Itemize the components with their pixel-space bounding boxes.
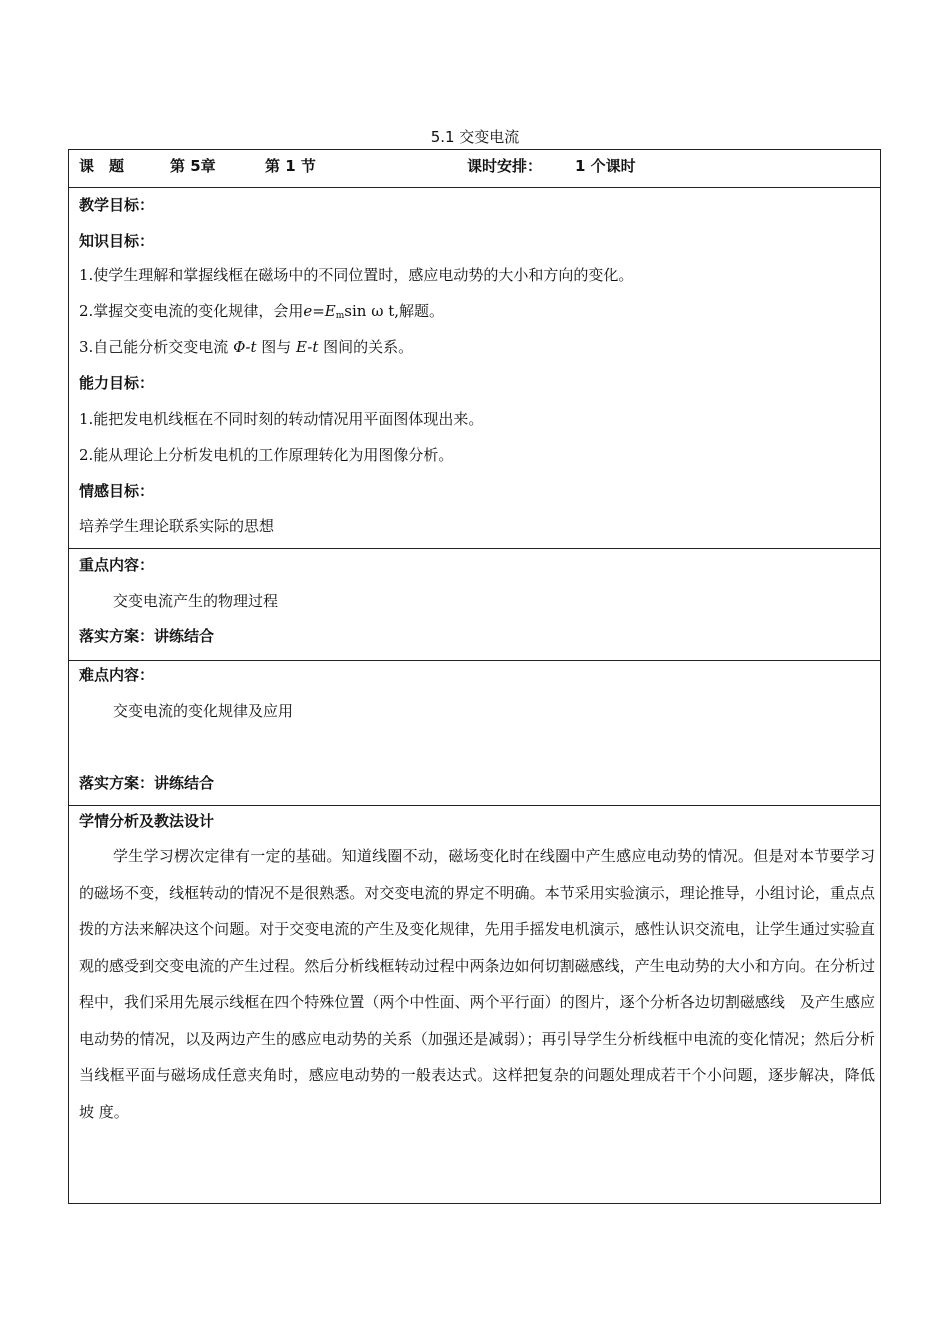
row-divider: [69, 187, 880, 188]
analysis-heading: 学情分析及教法设计: [79, 812, 215, 830]
course-label: 课 题: [79, 157, 125, 175]
ability-item-1: 1.能把发电机线框在不同时刻的转动情况用平面图体现出来。: [79, 410, 484, 428]
formula-em: =E: [312, 302, 336, 320]
e-t-graph: E-t: [296, 338, 319, 356]
difficult-points-content: 交变电流的变化规律及应用: [113, 702, 294, 720]
key-points-plan: 落实方案：讲练结合: [79, 627, 215, 645]
key-points-content: 交变电流产生的物理过程: [113, 592, 279, 610]
key-points-heading: 重点内容：: [79, 556, 155, 574]
difficult-points-heading: 难点内容：: [79, 666, 155, 684]
lesson-plan-table: [68, 149, 881, 1204]
formula-e: e: [303, 302, 313, 320]
section-value: 第 1 节: [265, 157, 316, 175]
objectives-heading: 教学目标：: [79, 196, 155, 214]
knowledge-heading: 知识目标：: [79, 232, 155, 250]
schedule-value: 1 个课时: [575, 157, 636, 175]
formula-tail: sin ω t: [344, 302, 395, 320]
ability-heading: 能力目标：: [79, 374, 155, 392]
row-divider: [69, 548, 880, 549]
phi-t-graph: Φ-t: [233, 338, 257, 356]
knowledge-item-1: 1.使学生理解和掌握线框在磁场中的不同位置时，感应电动势的大小和方向的变化。: [79, 266, 634, 284]
knowledge-item-3: 3.自己能分析交变电流 Φ-t 图与 E-t 图间的关系。: [79, 338, 414, 356]
chapter-value: 第 5章: [170, 157, 216, 175]
page-title: 5.1 交变电流: [430, 128, 520, 146]
schedule-label: 课时安排：: [467, 157, 543, 175]
emotion-item-1: 培养学生理论联系实际的思想: [79, 517, 275, 535]
analysis-paragraph: 学生学习楞次定律有一定的基础。知道线圈不动，磁场变化时在线圈中产生感应电动势的情况。但是对本节要学习的磁场不变，线框转动的情况不是很熟悉。对交变电流的界定不明确。本节采用实验演示，理论推导，小组讨论，重点点拨的方法来解决这个问题。对于交变电流的产生及变化规律，先用手摇发电机演示，感性认识交流电，让学生通过实验直观的感受到交变电流的产生过程。然后分析线框转动过程中两条边如何切割磁感线，产生电动势的大小和方向。在分析过程中，我们采用先展示线框在四个特殊位置（两个中性面、两个平行面）的图片，逐个分析各边切割磁感线 及产生感应电动势的情况，以及两边产生的感应电动势的关系（加强还是减弱）；再引导学生分析线框中电流的变化情况；然后分析当线框平面与磁场成任意夹角时，感应电动势的一般表达式。这样把复杂的问题处理成若干个小问题，逐步解决，降低 坡 度。: [79, 847, 875, 1121]
row-divider: [69, 805, 880, 806]
difficult-points-plan: 落实方案：讲练结合: [79, 774, 215, 792]
knowledge-item-2: 2.掌握交变电流的变化规律，会用$e=E_m\sin$ ω t,解题。: [79, 302, 445, 321]
row-divider: [69, 660, 880, 661]
ability-item-2: 2.能从理论上分析发电机的工作原理转化为用图像分析。: [79, 446, 454, 464]
formula-subscript: m: [335, 311, 345, 321]
emotion-heading: 情感目标：: [79, 482, 155, 500]
